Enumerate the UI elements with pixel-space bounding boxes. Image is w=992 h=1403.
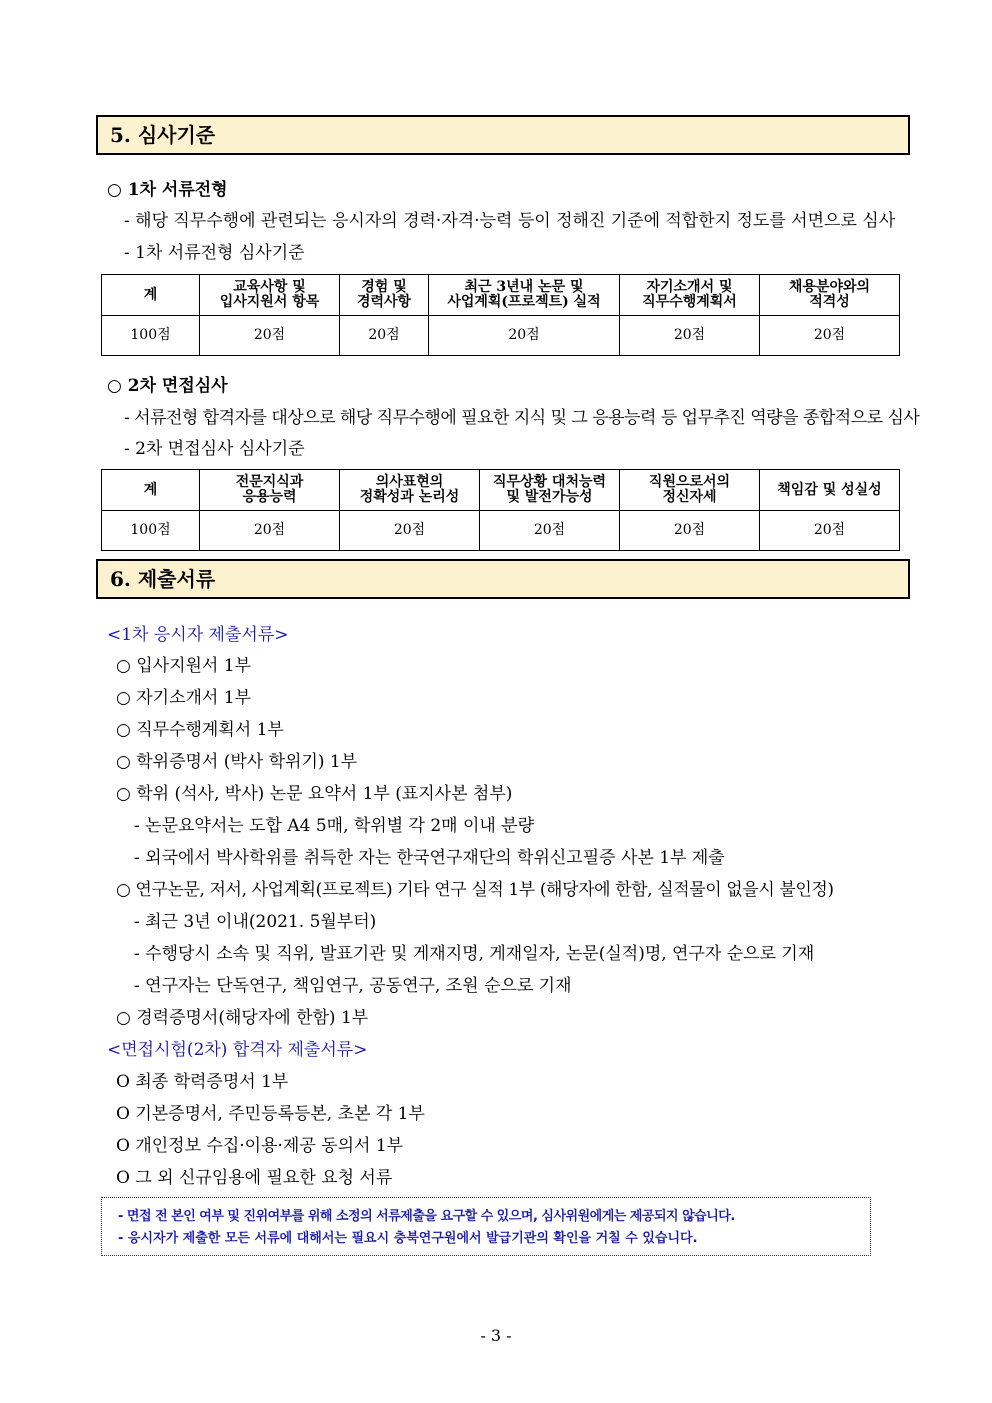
table-cell: 100점 (102, 511, 200, 551)
header-line: 사업계획(프로젝트) 실적 (447, 294, 601, 310)
table-row (102, 511, 900, 551)
table-header-cell (480, 470, 620, 511)
group2-title: <면접시험(2차) 합격자 제출서류> (107, 1040, 368, 1060)
section-6-header (96, 559, 910, 599)
list-item: O 기본증명서, 주민등록등본, 초본 각 1부 (116, 1104, 425, 1124)
first-round-heading: ○ 1차 서류전형 (107, 180, 228, 200)
header-line: 응용능력 (242, 489, 297, 505)
header-line: 자기소개서 및 (646, 279, 733, 295)
list-item: ○ 학위 (석사, 박사) 논문 요약서 1부 (표지사본 첨부) (116, 784, 513, 804)
table-header-row (102, 275, 900, 316)
second-round-heading: ○ 2차 면접심사 (107, 376, 228, 396)
notice-box (101, 1197, 871, 1256)
header-line: 채용분야와의 (788, 279, 871, 295)
table-header-cell (200, 275, 340, 316)
header-line: 직무상황 대처능력 (492, 474, 607, 490)
section-5-title: 5. 심사기준 (110, 123, 216, 147)
group1-title: <1차 응시자 제출서류> (107, 625, 289, 645)
table-header-cell (620, 470, 760, 511)
header-line: 최근 3년내 논문 및 (464, 279, 584, 295)
list-item: ○ 입사지원서 1부 (116, 656, 251, 676)
header-line: 및 발전가능성 (506, 489, 593, 505)
list-item: ○ 학위증명서 (박사 학위기) 1부 (116, 752, 358, 772)
header-line: 직무수행계획서 (642, 294, 737, 310)
table-row (102, 316, 900, 356)
list-subitem: - 논문요약서는 도합 A4 5매, 학위별 각 2매 이내 분량 (134, 816, 535, 836)
list-subitem: - 수행당시 소속 및 직위, 발표기관 및 게재지명, 게재일자, 논문(실적)명, 연구자 순으로 기재 (134, 944, 815, 964)
first-round-criteria-label: - 1차 서류전형 심사기준 (124, 243, 305, 263)
list-item: O 개인정보 수집·이용·제공 동의서 1부 (116, 1136, 404, 1156)
notice-line: - 응시자가 제출한 모든 서류에 대해서는 필요시 충북연구원에서 발급기관의 확인을 거칠 수 있습니다. (118, 1231, 698, 1246)
table-cell: 20점 (760, 511, 900, 551)
second-round-criteria-label: - 2차 면접심사 심사기준 (124, 439, 305, 459)
header-line: 입사지원서 항목 (219, 294, 320, 310)
list-item: O 그 외 신규임용에 필요한 요청 서류 (116, 1168, 393, 1188)
list-item: ○ 경력증명서(해당자에 한함) 1부 (116, 1008, 369, 1028)
table-header-cell: 책임감 및 성실성 (760, 470, 900, 511)
header-line: 경력사항 (356, 294, 412, 310)
second-round-criteria-table (101, 469, 900, 551)
table-header-cell (340, 275, 429, 316)
page-number: - 3 - (480, 1326, 512, 1345)
list-item: O 최종 학력증명서 1부 (116, 1072, 289, 1092)
table-cell: 20점 (620, 316, 760, 356)
table-cell: 20점 (200, 511, 340, 551)
notice-line: - 면접 전 본인 여부 및 진위여부를 위해 소정의 서류제출을 요구할 수 있으며, 심사위원에게는 제공되지 않습니다. (118, 1209, 735, 1224)
header-line: 정확성과 논리성 (359, 489, 460, 505)
header-line: 의사표현의 (375, 474, 444, 490)
table-header-cell (760, 275, 900, 316)
header-line: 전문지식과 (235, 474, 304, 490)
second-round-description: - 서류전형 합격자를 대상으로 해당 직무수행에 필요한 지식 및 그 응용능력 등 업무추진 역량을 종합적으로 심사 (124, 408, 920, 428)
header-line: 적격성 (809, 294, 850, 310)
list-subitem: - 연구자는 단독연구, 책임연구, 공동연구, 조원 순으로 기재 (134, 976, 572, 996)
header-line: 정신자세 (662, 489, 717, 505)
list-item: ○ 연구논문, 저서, 사업계획(프로젝트) 기타 연구 실적 1부 (해당자에 한함, 실적물이 없을시 불인정) (116, 880, 834, 900)
header-line: 경험 및 (361, 279, 407, 295)
list-subitem: - 최근 3년 이내(2021. 5월부터) (134, 912, 377, 932)
table-cell: 20점 (760, 316, 900, 356)
table-cell: 100점 (102, 316, 200, 356)
first-round-criteria-table (101, 274, 900, 356)
list-subitem: - 외국에서 박사학위를 취득한 자는 한국연구재단의 학위신고필증 사본 1부 제출 (134, 848, 725, 868)
table-cell: 20점 (480, 511, 620, 551)
table-cell: 20점 (200, 316, 340, 356)
section-5-header (96, 115, 910, 155)
table-header-cell (340, 470, 480, 511)
section-6-title: 6. 제출서류 (110, 567, 216, 591)
list-item: ○ 직무수행계획서 1부 (116, 720, 284, 740)
table-cell: 20점 (340, 511, 480, 551)
table-header-cell (620, 275, 760, 316)
list-item: ○ 자기소개서 1부 (116, 688, 251, 708)
table-header-cell: 계 (102, 275, 200, 316)
table-cell: 20점 (620, 511, 760, 551)
header-line: 직원으로서의 (648, 474, 731, 490)
table-header-row (102, 470, 900, 511)
table-header-cell: 계 (102, 470, 200, 511)
table-header-cell (200, 470, 340, 511)
first-round-description: - 해당 직무수행에 관련되는 응시자의 경력·자격·능력 등이 정해진 기준에 적합한지 정도를 서면으로 심사 (124, 211, 896, 231)
table-cell: 20점 (340, 316, 429, 356)
table-cell: 20점 (429, 316, 620, 356)
header-line: 교육사항 및 (233, 279, 306, 295)
table-header-cell (429, 275, 620, 316)
